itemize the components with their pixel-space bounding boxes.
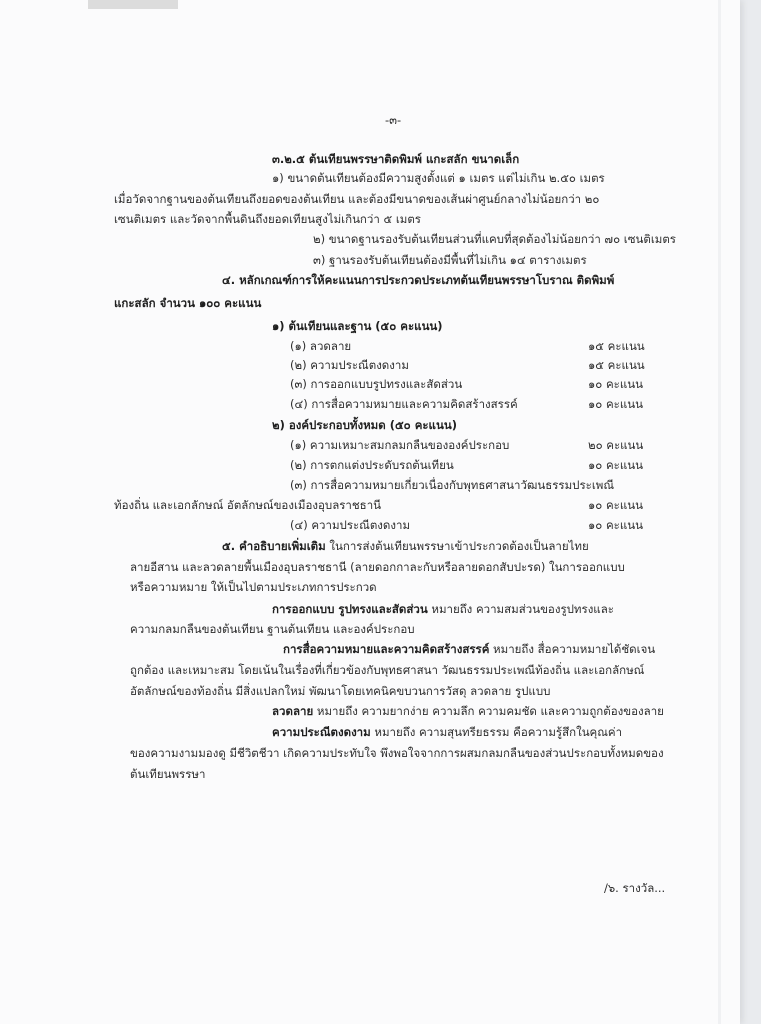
group2-item-score: ๑๐ คะแนน (588, 458, 643, 472)
group1-item-score: ๑๐ คะแนน (588, 397, 643, 411)
group1-title: ๑) ต้นเทียนและฐาน (๕๐ คะแนน) (272, 319, 443, 333)
group2-item-label-cont: ท้องถิ่น และเอกลักษณ์ อัตลักษณ์ของเมืองอุบลราชธานี (114, 498, 382, 512)
section-5-p4-line (272, 703, 664, 719)
section-5-heading: ๕. คำอธิบายเพิ่มเติม (222, 539, 326, 553)
section-5-p1-b: ลายอีสาน และลวดลายพื้นเมืองอุบลราชธานี (ลายดอกกาละกับหรือลายดอกสับปะรด) ในการออกแบบ (130, 560, 625, 574)
section-5-p5-b: ของความงามมองดู มีชีวิตชีวา เกิดความประทับใจ พึงพอใจจากการผสมกลมกลืนของส่วนประกอบทั้งหมดของ (130, 746, 664, 760)
section-5-p3-b: ถูกต้อง และเหมาะสม โดยเน้นในเรื่องที่เกี่ยวข้องกับพุทธศาสนา วัฒนธรรมประเพณีท้องถิ่น และเอกลักษณ์ (130, 663, 645, 677)
section-5-p2-line (272, 601, 614, 617)
footer-next-page: /๖. รางวัล... (604, 881, 666, 895)
group1-item-label: (๔) การสื่อความหมายและความคิดสร้างสรรค์ (290, 397, 518, 411)
group2-item-score: ๑๐ คะแนน (588, 518, 643, 532)
scan-edge (718, 0, 721, 1024)
section-325-item2: ๒) ขนาดฐานรองรับต้นเทียนส่วนที่แคบที่สุดต้องไม่น้อยกว่า ๗๐ เซนติเมตร (313, 232, 676, 246)
section-325-item1-a: ๑) ขนาดต้นเทียนต้องมีความสูงตั้งแต่ ๑ เมตร แต่ไม่เกิน ๒.๕๐ เมตร (272, 171, 605, 185)
section-325-item3: ๓) ฐานรองรับต้นเทียนต้องมีพื้นที่ไม่เกิน ๑๔ ตารางเมตร (313, 253, 587, 267)
section-5-p1-c: หรือความหมาย ให้เป็นไปตามประเภทการประกวด (130, 580, 377, 594)
section-5-p2-a: หมายถึง ความสมส่วนของรูปทรงและ (431, 602, 614, 616)
term-meaning-creativity: การสื่อความหมายและความคิดสร้างสรรค์ (283, 642, 490, 656)
term-pattern: ลวดลาย (272, 704, 314, 718)
section-325-heading: ๓.๒.๕ ต้นเทียนพรรษาติดพิมพ์ แกะสลัก ขนาดเล็ก (272, 152, 520, 166)
group2-item-score: ๑๐ คะแนน (588, 498, 643, 512)
group1-item-label: (๑) ลวดลาย (290, 339, 352, 353)
group1-item-label: (๒) ความประณีตงดงาม (290, 358, 409, 372)
group2-item-label: (๑) ความเหมาะสมกลมกลืนขององค์ประกอบ (290, 438, 510, 452)
section-5-p5-c: ต้นเทียนพรรษา (130, 767, 206, 781)
section-5-p3-line (283, 641, 655, 657)
section-5-p5-a: หมายถึง ความสุนทรียธรรม คือความรู้สึกในคุณค่า (374, 725, 623, 739)
section-4-heading-a: ๔. หลักเกณฑ์การให้คะแนนการประกวดประเภทต้นเทียนพรรษาโบราณ ติดพิมพ์ (222, 273, 615, 287)
section-5-p5-line (272, 724, 622, 740)
group1-item-score: ๑๕ คะแนน (588, 339, 645, 353)
section-5-p2-b: ความกลมกลืนของต้นเทียน ฐานต้นเทียน และองค์ประกอบ (130, 622, 415, 636)
section-5-p1-a: ในการส่งต้นเทียนพรรษาเข้าประกวดต้องเป็นลายไทย (329, 539, 589, 553)
group1-item-score: ๑๐ คะแนน (588, 377, 643, 391)
group1-item-label: (๓) การออกแบบรูปทรงและสัดส่วน (290, 377, 463, 391)
group1-item-score: ๑๕ คะแนน (588, 358, 645, 372)
section-325-item1-b: เมื่อวัดจากฐานของต้นเทียนถึงยอดของต้นเทียน และต้องมีขนาดของเส้นผ่าศูนย์กลางไม่น้อยกว่า ๒๐ (114, 192, 600, 206)
group2-title: ๒) องค์ประกอบทั้งหมด (๕๐ คะแนน) (272, 418, 457, 432)
term-design: การออกแบบ รูปทรงและสัดส่วน (272, 602, 428, 616)
group2-item-score: ๒๐ คะแนน (588, 438, 644, 452)
section-5-p4-a: หมายถึง ความยากง่าย ความลึก ความคมชัด และความถูกต้องของลาย (316, 704, 664, 718)
group2-item-label: (๔) ความประณีตงดงาม (290, 518, 411, 532)
group2-item-label: (๒) การตกแต่งประดับรถต้นเทียน (290, 458, 454, 472)
section-5-p3-a: หมายถึง สื่อความหมายได้ชัดเจน (493, 642, 656, 656)
page-number: -๓- (385, 113, 402, 127)
scan-artifact (88, 0, 178, 9)
section-325-item1-c: เซนติเมตร และวัดจากพื้นดินถึงยอดเทียนสูงไม่เกินกว่า ๕ เมตร (114, 212, 421, 226)
term-craftsmanship: ความประณีตงดงาม (272, 725, 371, 739)
section-5-p3-c: อัตลักษณ์ของท้องถิ่น มีสิ่งแปลกใหม่ พัฒนาโดยเทคนิคขบวนการวัสดุ ลวดลาย รูปแบบ (130, 684, 551, 698)
section-4-heading-b: แกะสลัก จำนวน ๑๐๐ คะแนน (114, 296, 262, 310)
group2-item-label: (๓) การสื่อความหมายเกี่ยวเนื่องกับพุทธศาสนาวัฒนธรรมประเพณี (290, 478, 614, 492)
section-5-line1 (222, 538, 589, 554)
